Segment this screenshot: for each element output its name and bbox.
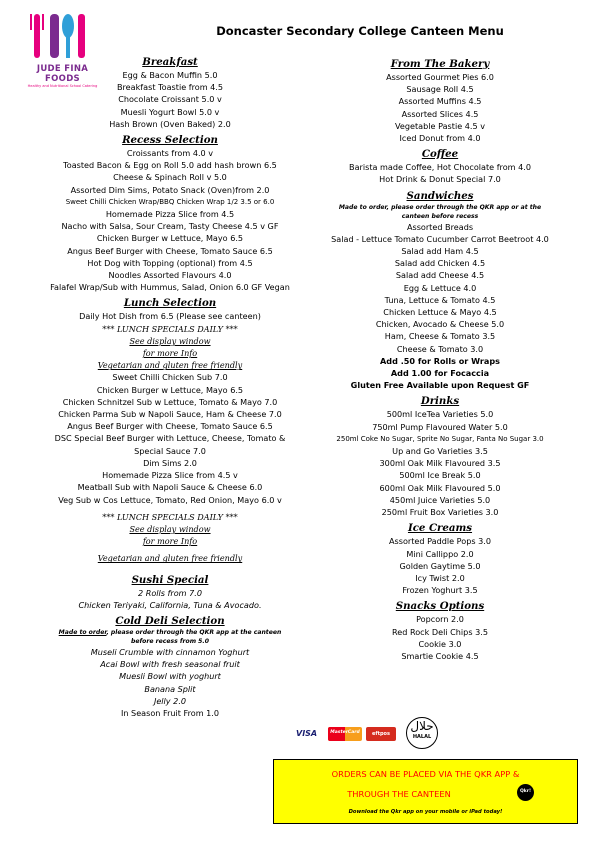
menu-item: 250ml Coke No Sugar, Sprite No Sugar, Fanta No Sugar 3.0 xyxy=(336,434,544,443)
menu-item: 250ml Fruit Box Varieties 3.0 xyxy=(381,507,499,518)
page-title: Doncaster Secondary College Canteen Menu xyxy=(216,24,504,38)
menu-item: Sweet Chilli Chicken Sub 7.0 xyxy=(112,372,228,383)
mastercard-label: MasterCard xyxy=(330,730,360,735)
menu-item: Sweet Chilli Chicken Wrap/BBQ Chicken Wrap 1/2 3.5 or 6.0 xyxy=(65,197,275,206)
menu-item: Popcorn 2.0 xyxy=(416,614,464,625)
menu-item: Iced Donut from 4.0 xyxy=(399,133,481,144)
menu-item: Salad add Chicken 4.5 xyxy=(394,258,486,269)
halal-label: HALAL xyxy=(412,734,432,740)
sandwiches-heading: Sandwiches xyxy=(406,189,474,202)
menu-item: Croissants from 4.0 v xyxy=(126,148,214,159)
menu-item: Salad add Ham 4.5 xyxy=(401,246,479,257)
menu-item: Breakfast Toastie from 4.5 xyxy=(116,82,224,93)
menu-item: Hot Dog with Topping (optional) from 4.5 xyxy=(87,257,253,268)
menu-item: Chicken Lettuce & Mayo 4.5 xyxy=(383,307,497,318)
menu-item: Smartie Cookie 4.5 xyxy=(401,650,479,661)
menu-item: Meatball Sub with Napoli Sauce & Cheese 6.0 xyxy=(77,482,263,493)
menu-item: 500ml IceTea Varieties 5.0 xyxy=(386,409,494,420)
veg-gf-note: Vegetarian and gluten free friendly xyxy=(97,553,243,564)
menu-item: Muesli Yogurt Bowl 5.0 v xyxy=(120,106,220,117)
drinks-heading: Drinks xyxy=(420,395,460,408)
menu-item: In Season Fruit From 1.0 xyxy=(120,707,220,718)
see-display-window-note: See display window xyxy=(129,523,211,534)
menu-item: Acai Bowl with fresh seasonal fruit xyxy=(100,659,240,670)
order-box-line2: THROUGH THE CANTEEN xyxy=(347,789,451,799)
menu-item: Salad - Lettuce Tomato Cucumber Carrot Beetroot 4.0 xyxy=(331,233,549,244)
halal-glyph: ﺣﻼﻝ xyxy=(410,719,434,733)
menu-item: 600ml Oak Milk Flavoured 5.0 xyxy=(379,482,501,493)
menu-item: Assorted Breads xyxy=(406,221,474,232)
more-info-note: for more Info xyxy=(142,348,198,359)
menu-item: Assorted Slices 4.5 xyxy=(401,108,479,119)
cold-deli-note: Made to order, please order through the QKR app at the canteen xyxy=(58,628,282,636)
menu-item: Red Rock Deli Chips 3.5 xyxy=(392,626,488,637)
logo-name: JUDE FINA FOODS xyxy=(36,64,89,84)
halal-logo-icon xyxy=(406,717,438,749)
menu-item: Tuna, Lettuce & Tomato 4.5 xyxy=(384,294,496,305)
lunch-heading: Lunch Selection xyxy=(123,297,217,310)
order-box xyxy=(273,759,578,824)
visa-logo-icon: VISA xyxy=(296,729,318,738)
menu-item: Assorted Paddle Pops 3.0 xyxy=(388,536,491,547)
menu-item: Cookie 3.0 xyxy=(418,638,462,649)
menu-item: Cheese & Spinach Roll v 5.0 xyxy=(113,172,227,183)
menu-item: Mini Callippo 2.0 xyxy=(406,548,474,559)
menu-item: 300ml Oak Milk Flavoured 3.5 xyxy=(379,458,501,469)
menu-item: Banana Split xyxy=(144,683,196,694)
ice-creams-heading: Ice Creams xyxy=(407,522,473,535)
qkr-label: Qkr! xyxy=(519,789,532,794)
cutlery-logo-icon xyxy=(20,10,105,60)
menu-item: Frozen Yoghurt 3.5 xyxy=(402,585,478,596)
menu-item: 2 Rolls from 7.0 xyxy=(137,587,203,598)
menu-item: Chicken Burger w Lettuce, Mayo 6.5 xyxy=(96,233,244,244)
mastercard-logo-icon xyxy=(328,727,362,741)
menu-item: Hash Brown (Oven Baked) 2.0 xyxy=(109,118,231,129)
menu-item: Veg Sub w Cos Lettuce, Tomato, Red Onion, Mayo 6.0 v xyxy=(58,494,282,505)
menu-item: Angus Beef Burger with Cheese, Tomato Sauce 6.5 xyxy=(67,421,273,432)
bakery-heading: From The Bakery xyxy=(390,58,490,70)
coffee-heading: Coffee xyxy=(421,148,459,161)
right-column xyxy=(290,57,590,662)
sandwiches-note: Made to order, please order through the QKR app or at the xyxy=(338,203,542,211)
left-column xyxy=(20,55,320,719)
menu-item: Nacho with Salsa, Sour Cream, Tasty Cheese 4.5 v GF xyxy=(61,221,279,232)
sandwiches-note-2: canteen before recess xyxy=(401,212,479,220)
menu-item: Egg & Bacon Muffin 5.0 xyxy=(122,70,218,80)
menu-item: Vegetable Pastie 4.5 v xyxy=(395,120,485,131)
menu-item: Chicken Schnitzel Sub w Lettuce, Tomato & Mayo 7.0 xyxy=(62,396,278,407)
menu-item: Golden Gaytime 5.0 xyxy=(399,560,481,571)
qkr-app-icon xyxy=(517,784,534,801)
menu-item: Egg & Lettuce 4.0 xyxy=(403,282,477,293)
menu-item: Salad add Cheese 4.5 xyxy=(395,270,485,281)
menu-item: Daily Hot Dish from 6.5 (Please see canteen) xyxy=(79,311,261,322)
menu-item: 450ml Juice Varieties 5.0 xyxy=(389,494,491,505)
menu-item: Toasted Bacon & Egg on Roll 5.0 add hash brown 6.5 xyxy=(63,160,277,171)
add-focaccia-note: Add 1.00 for Focaccia xyxy=(390,368,490,379)
sushi-heading: Sushi Special xyxy=(131,573,209,586)
order-box-line1: ORDERS CAN BE PLACED VIA THE QKR APP & xyxy=(331,769,520,779)
menu-item: Ham, Cheese & Tomato 3.5 xyxy=(384,331,496,342)
see-display-window-note: See display window xyxy=(129,335,211,346)
menu-item: Museli Crumble with cinnamon Yoghurt xyxy=(90,646,250,657)
menu-item: Falafel Wrap/Sub with Hummus, Salad, Onion 6.0 GF Vegan xyxy=(50,282,290,293)
menu-item: Chicken Teriyaki, California, Tuna & Avocado. xyxy=(78,599,262,610)
menu-item: Up and Go Varieties 3.5 xyxy=(392,446,488,457)
eftpos-label: eftpos xyxy=(372,731,390,737)
menu-item: Chocolate Croissant 5.0 v xyxy=(118,94,222,105)
menu-item: Barista made Coffee, Hot Chocolate from 4.0 xyxy=(349,162,531,173)
cold-deli-note-2: before recess from 5.0 xyxy=(131,637,209,645)
menu-item: Assorted Gourmet Pies 6.0 xyxy=(386,72,494,82)
logo-tagline: Healthy and Nutritional School Catering xyxy=(27,84,98,88)
menu-item: 500ml Ice Break 5.0 xyxy=(399,470,481,481)
menu-item: Sausage Roll 4.5 xyxy=(406,84,474,95)
menu-item: Chicken Parma Sub w Napoli Sauce, Ham & Cheese 7.0 xyxy=(58,409,282,420)
eftpos-logo-icon xyxy=(366,727,396,741)
menu-item: Angus Beef Burger with Cheese, Tomato Sauce 6.5 xyxy=(67,245,273,256)
menu-item: Assorted Muffins 4.5 xyxy=(398,96,482,107)
lunch-specials-note: *** LUNCH SPECIALS DAILY *** xyxy=(102,323,238,334)
menu-item: Hot Drink & Donut Special 7.0 xyxy=(379,174,501,185)
menu-item: Muesli Bowl with yoghurt xyxy=(119,671,221,682)
breakfast-heading: Breakfast xyxy=(142,56,198,68)
menu-item: Noodles Assorted Flavours 4.0 xyxy=(108,270,232,281)
menu-item: DSC Special Beef Burger with Lettuce, Cheese, Tomato & xyxy=(54,433,286,444)
lunch-specials-note: *** LUNCH SPECIALS DAILY *** xyxy=(102,511,238,522)
menu-item: Assorted Dim Sims, Potato Snack (Oven)from 2.0 xyxy=(70,184,270,195)
menu-item: Dim Sims 2.0 xyxy=(143,457,197,468)
cold-deli-heading: Cold Deli Selection xyxy=(115,614,225,627)
menu-item: 750ml Pump Flavoured Water 5.0 xyxy=(372,421,508,432)
menu-item: Cheese & Tomato 3.0 xyxy=(396,343,484,354)
gluten-free-note: Gluten Free Available upon Request GF xyxy=(350,380,530,391)
snacks-heading: Snacks Options xyxy=(395,600,485,613)
menu-item: Special Sauce 7.0 xyxy=(134,445,206,456)
veg-gf-note: Vegetarian and gluten free friendly xyxy=(97,360,243,371)
menu-item: Icy Twist 2.0 xyxy=(415,572,465,583)
more-info-note: for more Info xyxy=(142,536,198,547)
order-box-footer: Download the Qkr app on your mobile or iPad today! xyxy=(348,809,503,815)
menu-item: Jelly 2.0 xyxy=(153,695,187,706)
recess-heading: Recess Selection xyxy=(122,134,218,147)
menu-item: Homemade Pizza Slice from 4.5 v xyxy=(102,470,238,481)
menu-item: Chicken, Avocado & Cheese 5.0 xyxy=(375,319,505,330)
add-rolls-note: Add .50 for Rolls or Wraps xyxy=(380,355,500,366)
menu-item: Homemade Pizza Slice from 4.5 xyxy=(105,209,235,220)
menu-item: Chicken Burger w Lettuce, Mayo 6.5 xyxy=(96,384,244,395)
